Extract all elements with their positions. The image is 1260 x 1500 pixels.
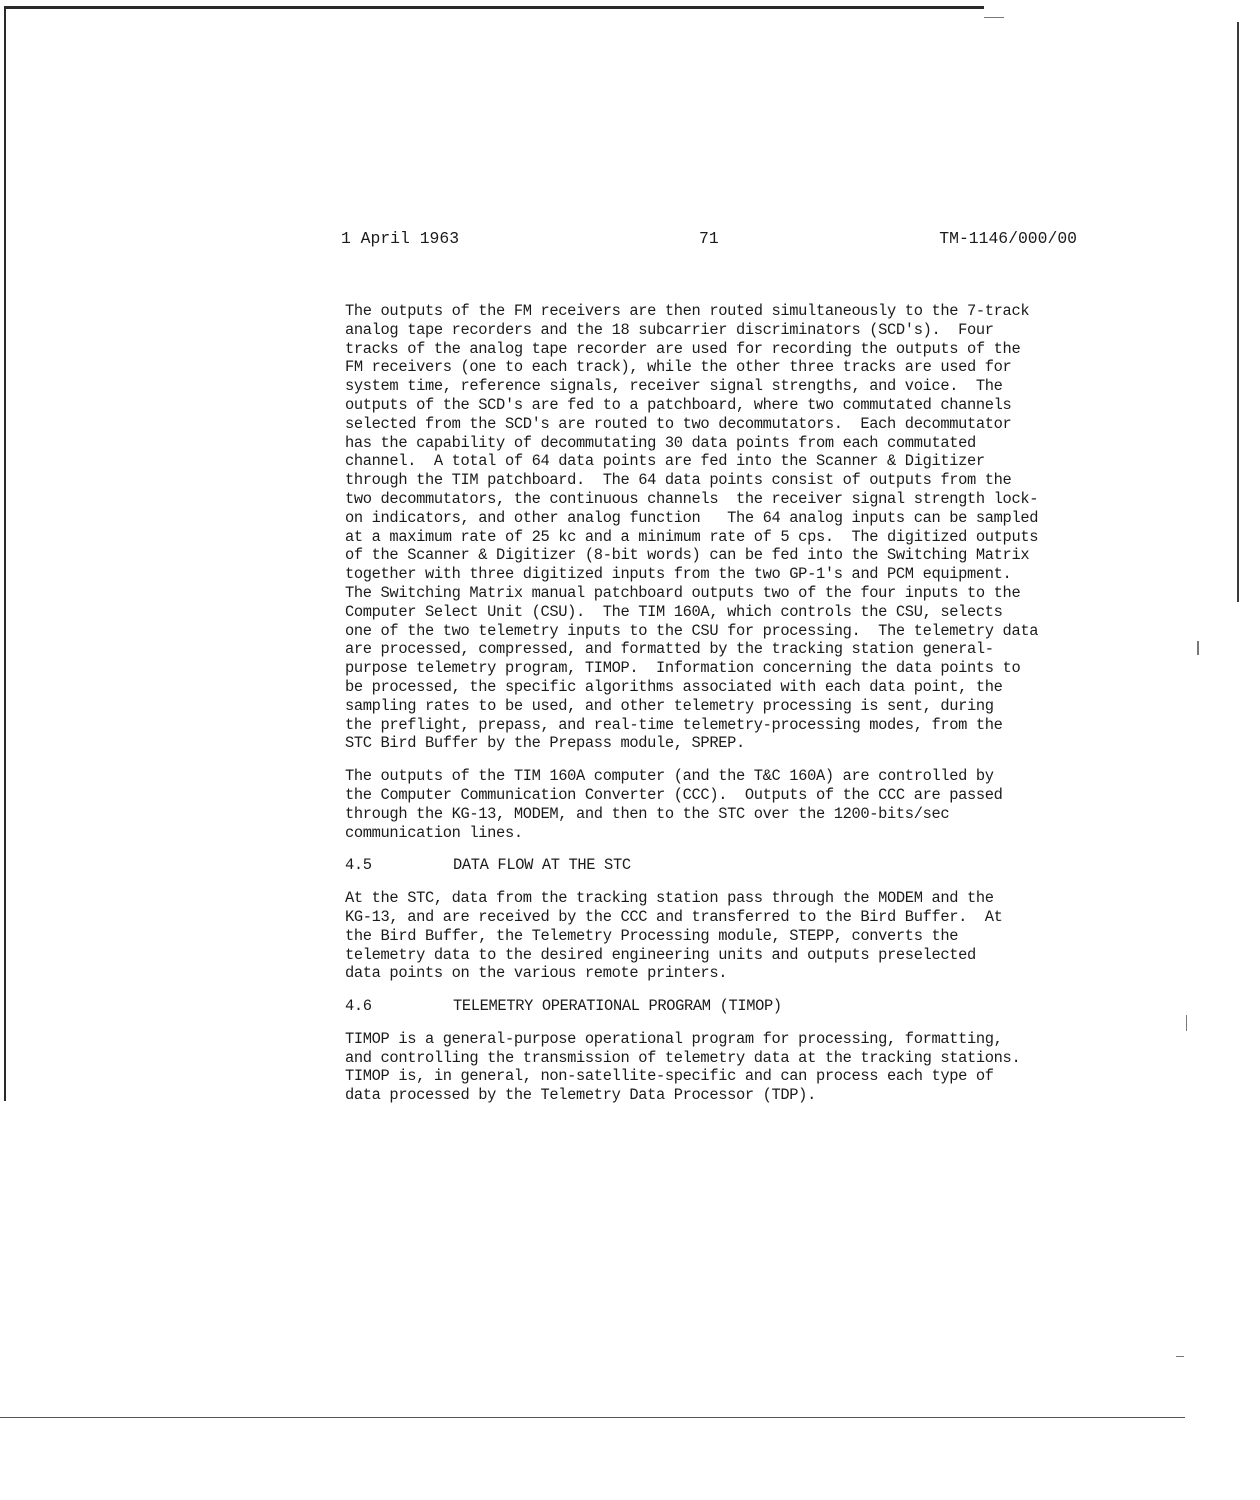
scan-edge-right: [1237, 22, 1239, 602]
section-number: 4.5: [345, 856, 372, 875]
page-number: 71: [699, 229, 719, 248]
page-header: [341, 228, 1077, 250]
paragraph-receivers: The outputs of the FM receivers are then routed simultaneously to the 7-track analog tape recorders and the 18 subcarrier discriminators (SCD's). Four tracks of the analog tape recorder are used for recording the outputs of the FM receivers (one to each track), while the other three tracks are used for system time, reference signals, receiver signal strengths, and voice. The outputs of the SCD's are fed to a patchboard, where two commutated channels selected from the SCD's are routed to two decommutators. Each decommutator has the capability of decommutating 30 data points from each commutated channel. A total of 64 data points are fed into the Scanner & Digitizer through the TIM patchboard. The 64 data points consist of outputs from the two decommutators, the continuous channels the receiver signal strength lock- on indicators, and other analog function The 64 analog inputs can be sampled at a maximum rate of 25 kc and a minimum rate of 5 cps. The digitized outputs of the Scanner & Digitizer (8-bit words) can be fed into the Switching Matrix together with three digitized inputs from the two GP-1's and PCM equipment. The Switching Matrix manual patchboard outputs two of the four inputs to the Computer Select Unit (CSU). The TIM 160A, which controls the CSU, selects one of the two telemetry inputs to the CSU for processing. The telemetry data are processed, compressed, and formatted by the tracking station general- purpose telemetry program, TIMOP. Information concerning the data points to be processed, the specific algorithms associated with each data point, the sampling rates to be used, and other telemetry processing is sent, during the preflight, prepass, and real-time telemetry-processing modes, from the STC Bird Buffer by the Prepass module, SPREP.: [345, 302, 1039, 753]
section-heading-4-5: [345, 856, 1105, 875]
scan-edge-top-fade: [984, 17, 1004, 18]
scan-edge-left: [4, 6, 6, 1101]
scan-speck: [1176, 1356, 1184, 1357]
section-heading-4-6: [345, 997, 1105, 1016]
scan-speck: [1186, 1015, 1187, 1031]
section-number: 4.6: [345, 997, 372, 1016]
document-id: TM-1146/000/00: [939, 229, 1077, 248]
section-title: DATA FLOW AT THE STC: [453, 856, 631, 875]
scan-edge-top: [4, 6, 984, 9]
paragraph-data-flow: At the STC, data from the tracking station pass through the MODEM and the KG-13, and are received by the CCC and transferred to the Bird Buffer. At the Bird Buffer, the Telemetry Processing module, STEPP, converts the telemetry data to the desired engineering units and outputs preselected data points on the various remote printers.: [345, 889, 1003, 983]
header-date: 1 April 1963: [341, 229, 460, 248]
paragraph-ccc-outputs: The outputs of the TIM 160A computer (and the T&C 160A) are controlled by the Computer Communication Converter (CCC). Outputs of the CCC are passed through the KG-13, MODEM, and then to the STC over the 1200-bits/sec communication lines.: [345, 767, 1003, 842]
scan-edge-bottom: [0, 1417, 1185, 1418]
section-title: TELEMETRY OPERATIONAL PROGRAM (TIMOP): [453, 997, 782, 1016]
paragraph-timop: TIMOP is a general-purpose operational program for processing, formatting, and controlling the transmission of telemetry data at the tracking stations. TIMOP is, in general, non-satellite-specific and can process each type of data processed by the Telemetry Data Processor (TDP).: [345, 1029, 1021, 1105]
page-body: [345, 302, 1105, 1119]
scan-speck: [1197, 641, 1199, 655]
